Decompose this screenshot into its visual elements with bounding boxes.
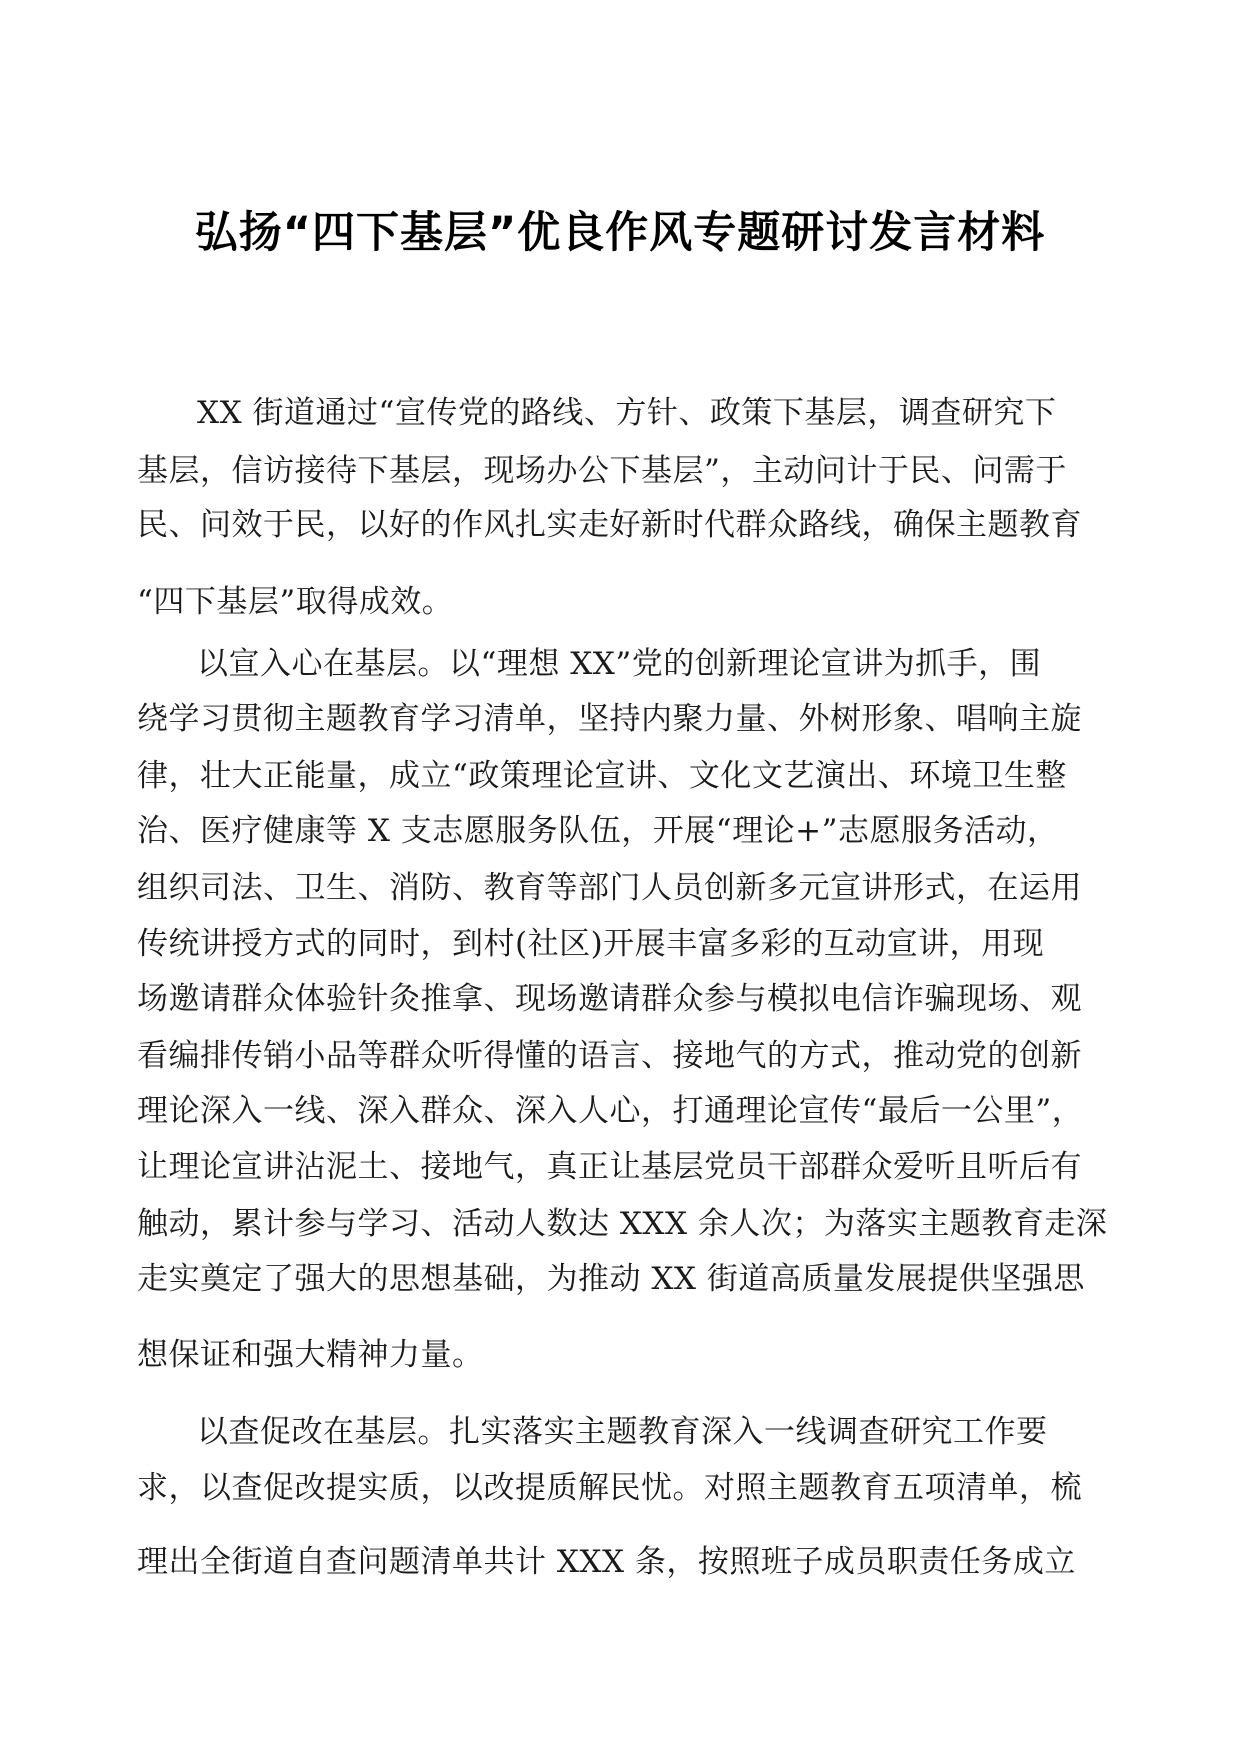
paragraph-2-line-1: 以宣入心在基层。以“理想 XX”党的创新理论宣讲为抓手，围	[197, 646, 1042, 682]
paragraph-1-line-1: XX 街道通过“宣传党的路线、方针、政策下基层，调查研究下	[197, 395, 1057, 431]
document-title: 弘扬“四下基层”优良作风专题研讨发言材料	[194, 208, 1046, 258]
paragraph-3-line-3: 理出全街道自查问题清单共计 XXX 条，按照班子成员职责任务成立	[137, 1544, 1076, 1580]
paragraph-3-line-1: 以查促改在基层。扎实落实主题教育深入一线调查研究工作要	[197, 1414, 1048, 1450]
paragraph-2-line-3: 律，壮大正能量，成立“政策理论宣讲、文化文艺演出、环境卫生整	[137, 758, 1067, 794]
paragraph-2-line-6: 传统讲授方式的同时，到村(社区)开展丰富多彩的互动宣讲，用现	[137, 926, 1045, 962]
paragraph-2-line-4: 治、医疗健康等 X 支志愿服务队伍，开展“理论+”志愿服务活动，	[137, 813, 1059, 849]
paragraph-2-line-12: 走实奠定了强大的思想基础，为推动 XX 街道高质量发展提供坚强思	[137, 1261, 1085, 1297]
paragraph-2-line-13: 想保证和强大精神力量。	[137, 1337, 484, 1373]
paragraph-1-line-2: 基层，信访接待下基层，现场办公下基层”，主动问计于民、问需于	[137, 453, 1067, 489]
paragraph-1-line-4: “四下基层”取得成效。	[137, 584, 454, 620]
paragraph-2-line-10: 让理论宣讲沾泥土、接地气，真正让基层党员干部群众爱听且听后有	[137, 1149, 1082, 1185]
paragraph-2-line-11: 触动，累计参与学习、活动人数达 XXX 余人次；为落实主题教育走深	[137, 1206, 1108, 1242]
paragraph-2-line-8: 看编排传销小品等群众听得懂的语言、接地气的方式，推动党的创新	[137, 1038, 1082, 1074]
paragraph-2-line-2: 绕学习贯彻主题教育学习清单，坚持内聚力量、外树形象、唱响主旋	[137, 701, 1082, 737]
paragraph-1-line-3: 民、问效于民，以好的作风扎实走好新时代群众路线，确保主题教育	[137, 507, 1082, 543]
paragraph-2-line-5: 组织司法、卫生、消防、教育等部门人员创新多元宣讲形式，在运用	[137, 870, 1082, 906]
paragraph-2-line-9: 理论深入一线、深入群众、深入人心，打通理论宣传“最后一公里”，	[137, 1093, 1084, 1129]
paragraph-2-line-7: 场邀请群众体验针灸推拿、现场邀请群众参与模拟电信诈骗现场、观	[137, 981, 1082, 1017]
paragraph-3-line-2: 求，以查促改提实质，以改提质解民忧。对照主题教育五项清单，梳	[137, 1470, 1082, 1506]
